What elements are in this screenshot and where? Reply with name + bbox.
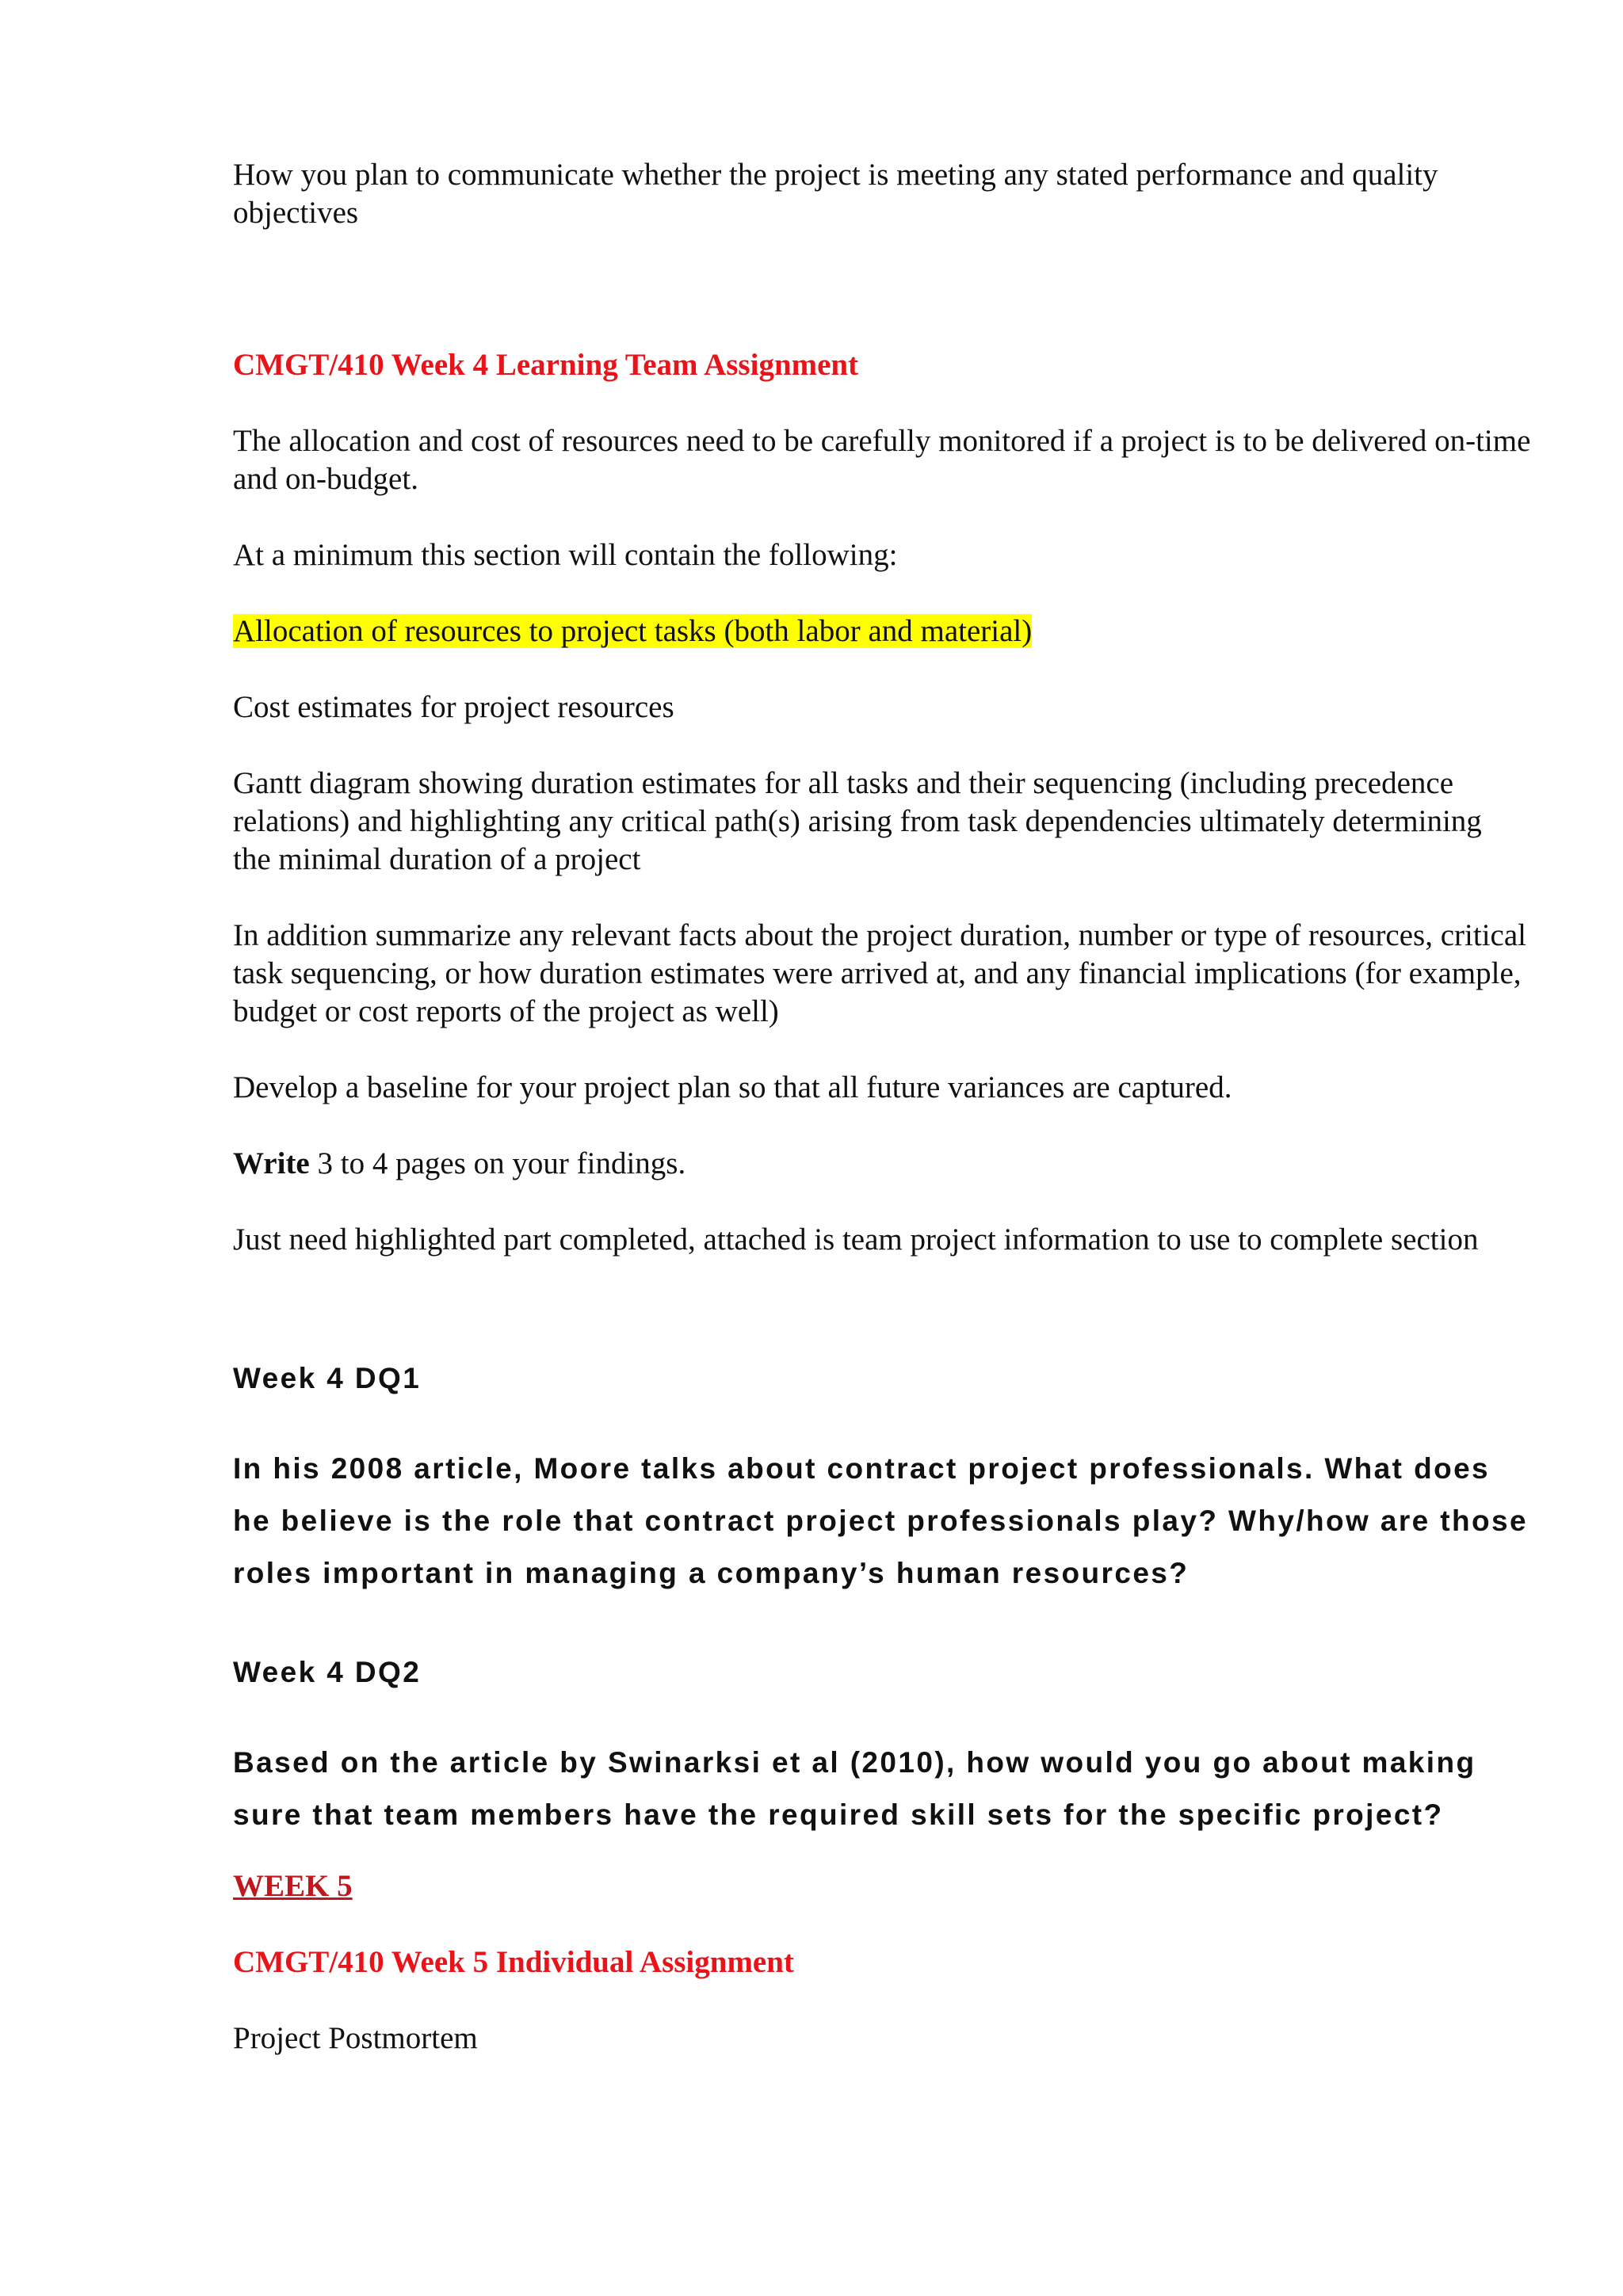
baseline-paragraph: Develop a baseline for your project plan so that all future variances are captured.: [233, 1070, 1232, 1104]
dq2-heading: Week 4 DQ2: [233, 1656, 422, 1688]
postmortem-paragraph: Project Postmortem: [233, 2021, 478, 2055]
cost-estimates-paragraph: Cost estimates for project resources: [233, 690, 674, 724]
just-need-paragraph: Just need highlighted part completed, attached is team project information to use to complete section: [233, 1222, 1479, 1257]
dq1-heading: Week 4 DQ1: [233, 1362, 422, 1394]
write-bold-text: Write: [233, 1146, 310, 1180]
dq2-text: Based on the article by Swinarksi et al (2010), how would you go about making sure that team members have the required skill sets for the specific project?: [233, 1746, 1476, 1831]
highlighted-text: Allocation of resources to project tasks (both labor and material): [233, 614, 1033, 648]
week5-heading: WEEK 5: [233, 1869, 353, 1903]
communicate-plan-paragraph: How you plan to communicate whether the project is meeting any stated performance and quality objectives: [233, 158, 1438, 230]
allocation-intro-paragraph: The allocation and cost of resources need to be carefully monitored if a project is to be delivered on-time and on-budget.: [233, 424, 1531, 496]
week4-learning-team-heading: CMGT/410 Week 4 Learning Team Assignment: [233, 348, 859, 382]
write-rest-text: 3 to 4 pages on your findings.: [309, 1146, 686, 1180]
write-paragraph: [233, 1145, 685, 1183]
dq1-text: In his 2008 article, Moore talks about contract project professionals. What does he believe is the role that contract project professionals play? Why/how are those roles important in managing a company’s human resources?: [233, 1452, 1528, 1589]
gantt-paragraph: Gantt diagram showing duration estimates for all tasks and their sequencing (including precedence relations) and highlighting any critical path(s) arising from task dependencies ultimately determining the minimal duration of a project: [233, 766, 1482, 876]
week5-individual-heading: CMGT/410 Week 5 Individual Assignment: [233, 1945, 794, 1979]
allocation-highlight-paragraph: [233, 612, 1032, 650]
minimum-contain-paragraph: At a minimum this section will contain the following:: [233, 538, 898, 572]
summary-paragraph: In addition summarize any relevant facts about the project duration, number or type of resources, critical task sequencing, or how duration estimates were arrived at, and any financial implications (for example, budget or cost reports of the project as well): [233, 918, 1526, 1028]
